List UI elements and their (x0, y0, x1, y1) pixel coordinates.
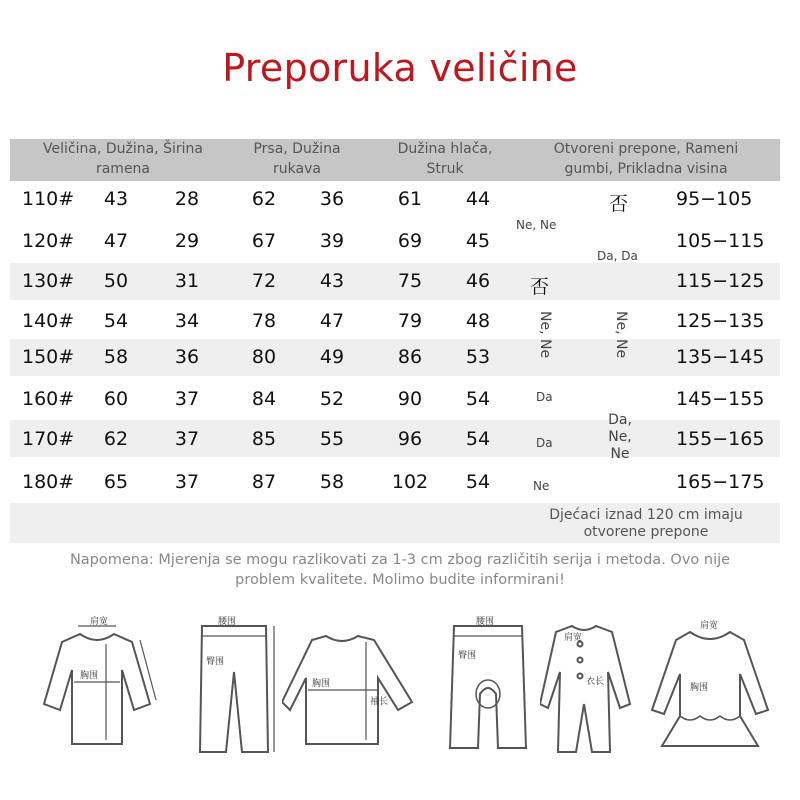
pants-icon (184, 612, 284, 762)
chest-label: 胸围 (690, 683, 709, 693)
page-title: Preporuka veličine (222, 46, 578, 90)
table-cell-chest: 84 (251, 388, 277, 410)
table-cell-length: 62 (103, 428, 129, 450)
table-cell-chest: 62 (251, 188, 277, 210)
raglan-shirt-icon (282, 612, 432, 762)
header-crotch-buttons-height: Otvoreni prepone, Rameni gumbi, Prikladna visina (553, 141, 739, 177)
table-cell-pants: 96 (397, 428, 423, 450)
table-cell-size: 180# (22, 471, 75, 493)
table-cell-waist: 54 (465, 388, 491, 410)
sleeve-label: 袖长 (370, 697, 389, 707)
annotation-da-ne-ne: Da, Ne, Ne (608, 412, 632, 462)
table-cell-size: 130# (22, 270, 75, 292)
table-cell-pants: 75 (397, 270, 423, 292)
table-cell-waist: 44 (465, 188, 491, 210)
hip-label: 臀围 (458, 651, 477, 661)
table-cell-shoulder: 31 (174, 270, 200, 292)
table-cell-pants: 102 (391, 471, 429, 493)
table-cell-waist: 54 (465, 428, 491, 450)
table-cell-size: 140# (22, 310, 75, 332)
table-cell-height: 165−175 (676, 471, 765, 493)
table-cell-sleeve: 49 (319, 346, 345, 368)
table-cell-sleeve: 36 (319, 188, 345, 210)
table-cell-pants: 90 (397, 388, 423, 410)
shoulder-label: 肩宽 (700, 621, 719, 631)
table-cell-height: 95−105 (676, 188, 753, 210)
table-cell-length: 43 (103, 188, 129, 210)
table-cell-chest: 78 (251, 310, 277, 332)
table-footer (10, 503, 780, 543)
table-cell-pants: 61 (397, 188, 423, 210)
table-cell-pants: 79 (397, 310, 423, 332)
table-cell-pants: 69 (397, 230, 423, 252)
table-cell-length: 50 (103, 270, 129, 292)
table-cell-size: 110# (22, 188, 75, 210)
romper-icon (540, 612, 640, 762)
table-cell-sleeve: 39 (319, 230, 345, 252)
measurement-note: Napomena: Mjerenja se mogu razlikovati za 1-3 cm zbog različitih serija i metoda. Ovo nije problem kvalitete. Molimo budite informirani! (69, 552, 731, 588)
header-pants-waist: Dužina hlača, Struk (397, 141, 493, 177)
table-cell-waist: 46 (465, 270, 491, 292)
waist-label: 腰围 (218, 617, 237, 627)
chest-label: 胸围 (80, 671, 99, 681)
header-size-length-shoulder: Veličina, Dužina, Širina ramena (43, 141, 203, 177)
annotation-da: Da (536, 436, 553, 450)
table-cell-length: 58 (103, 346, 129, 368)
waist-label: 腰围 (476, 617, 495, 627)
open-crotch-pants-icon (438, 612, 538, 762)
footer-note: Djećaci iznad 120 cm imaju otvorene prepone (549, 507, 743, 540)
table-header (10, 139, 780, 181)
table-cell-size: 160# (22, 388, 75, 410)
table-cell-waist: 53 (465, 346, 491, 368)
annotation-da: Da (536, 390, 553, 404)
table-cell-chest: 87 (251, 471, 277, 493)
shoulder-label: 肩宽 (90, 617, 109, 627)
annotation-ne-ne-rotated: Ne, Ne (613, 311, 629, 359)
table-cell-shoulder: 37 (174, 471, 200, 493)
table-cell-size: 170# (22, 428, 75, 450)
length-label: 衣长 (586, 677, 605, 687)
annotation-fou: 否 (609, 193, 629, 215)
t-shirt-icon (22, 612, 172, 762)
annotation-ne: Ne (533, 479, 550, 493)
table-cell-chest: 67 (251, 230, 277, 252)
hip-label: 臀围 (206, 657, 225, 667)
header-chest-sleeve: Prsa, Dužina rukava (253, 141, 341, 177)
annotation-fou: 否 (530, 276, 550, 298)
table-cell-waist: 48 (465, 310, 491, 332)
shoulder-label: 肩宽 (564, 633, 583, 643)
table-cell-chest: 80 (251, 346, 277, 368)
table-cell-shoulder: 29 (174, 230, 200, 252)
table-cell-length: 47 (103, 230, 129, 252)
table-cell-height: 115−125 (676, 270, 765, 292)
annotation-ne-ne: Ne, Ne (516, 218, 557, 232)
table-cell-height: 145−155 (676, 388, 765, 410)
table-cell-chest: 72 (251, 270, 277, 292)
table-cell-size: 150# (22, 346, 75, 368)
table-cell-shoulder: 34 (174, 310, 200, 332)
table-cell-pants: 86 (397, 346, 423, 368)
table-cell-height: 105−115 (676, 230, 765, 252)
table-cell-shoulder: 36 (174, 346, 200, 368)
annotation-ne-ne-rotated: Ne, Ne (537, 311, 553, 359)
table-cell-sleeve: 47 (319, 310, 345, 332)
table-cell-height: 125−135 (676, 310, 765, 332)
table-cell-sleeve: 58 (319, 471, 345, 493)
table-cell-sleeve: 52 (319, 388, 345, 410)
chest-label: 胸围 (312, 679, 331, 689)
dress-icon (646, 612, 776, 762)
table-cell-shoulder: 37 (174, 388, 200, 410)
table-cell-length: 65 (103, 471, 129, 493)
annotation-da-da: Da, Da (597, 249, 638, 263)
table-cell-chest: 85 (251, 428, 277, 450)
table-cell-waist: 45 (465, 230, 491, 252)
table-cell-shoulder: 28 (174, 188, 200, 210)
table-cell-length: 54 (103, 310, 129, 332)
table-cell-sleeve: 55 (319, 428, 345, 450)
table-cell-size: 120# (22, 230, 75, 252)
table-cell-sleeve: 43 (319, 270, 345, 292)
table-cell-height: 155−165 (676, 428, 765, 450)
table-cell-height: 135−145 (676, 346, 765, 368)
table-cell-length: 60 (103, 388, 129, 410)
table-cell-waist: 54 (465, 471, 491, 493)
table-cell-shoulder: 37 (174, 428, 200, 450)
